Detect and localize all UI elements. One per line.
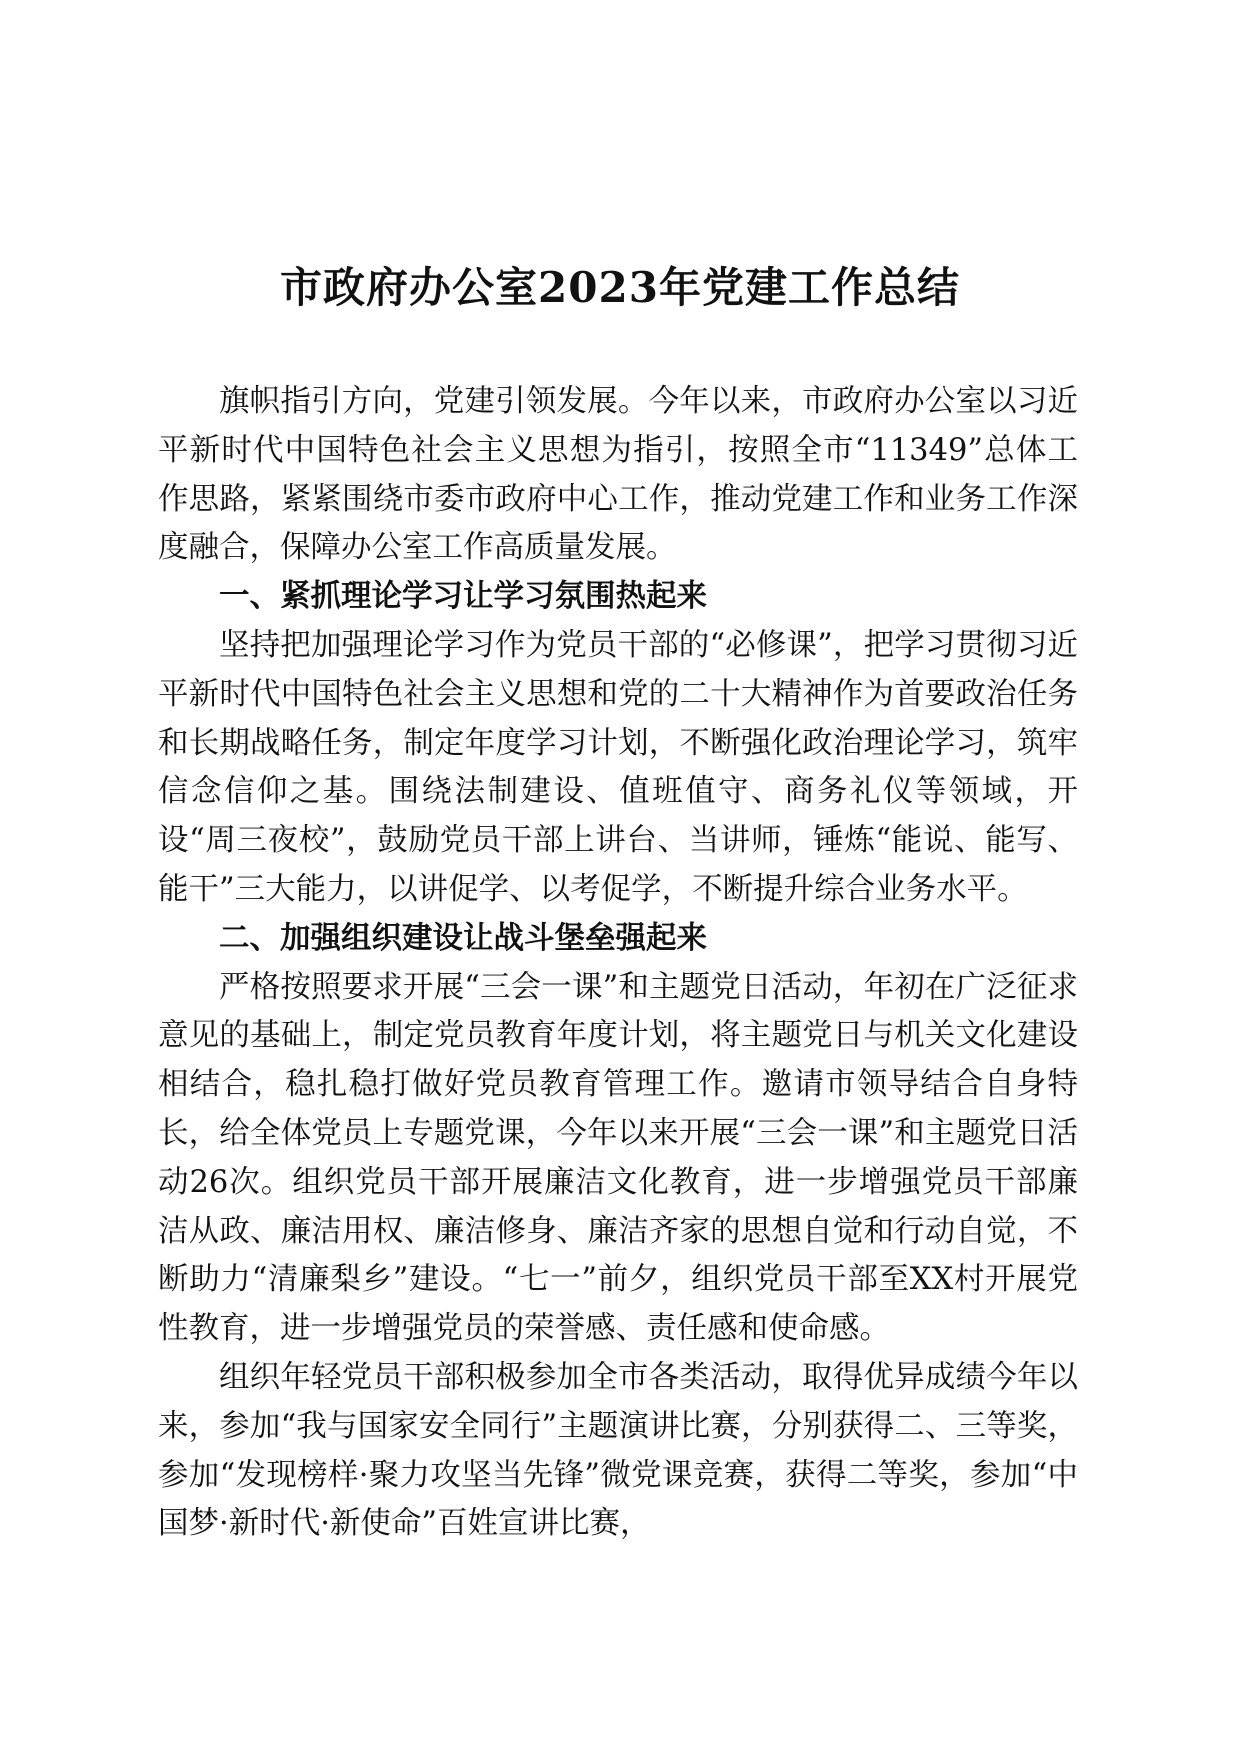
section-paragraph-activities: 组织年轻党员干部积极参加全市各类活动，取得优异成绩今年以来，参加“我与国家安全同行”主题演讲比赛，分别获得二、三等奖，参加“发现榜样·聚力攻坚当先锋”微党课竞赛，获得二等奖，参加“中国梦·新时代·新使命”百姓宣讲比赛， (158, 1359, 1078, 1542)
section-heading-organization-building: 二、加强组织建设让战斗堡垒强起来 (219, 920, 707, 956)
document-body (158, 378, 1078, 1549)
section-paragraph-theory-study: 坚持把加强理论学习作为党员干部的“必修课”，把学习贯彻习近平新时代中国特色社会主义思想和党的二十大精神作为首要政治任务和长期战略任务，制定年度学习计划，不断强化政治理论学习，筑牢信念信仰之基。围绕法制建设、值班值守、商务礼仪等领域，开设“周三夜校”，鼓励党员干部上讲台、当讲师，锤炼“能说、能写、能干”三大能力，以讲促学、以考促学，不断提升综合业务水平。 (158, 627, 1078, 907)
document-title: 市政府办公室2023年党建工作总结 (280, 263, 960, 312)
intro-paragraph: 旗帜指引方向，党建引领发展。今年以来，市政府办公室以习近平新时代中国特色社会主义思想为指引，按照全市“11349”总体工作思路，紧紧围绕市委市政府中心工作，推动党建工作和业务工作深度融合，保障办公室工作高质量发展。 (158, 384, 1078, 566)
section-heading-theory-study: 一、紧抓理论学习让学习氛围热起来 (219, 579, 707, 615)
section-paragraph-organization-building: 严格按照要求开展“三会一课”和主题党日活动，年初在广泛征求意见的基础上，制定党员教育年度计划，将主题党日与机关文化建设相结合，稳扎稳打做好党员教育管理工作。邀请市领导结合自身特长，给全体党员上专题党课，今年以来开展“三会一课”和主题党日活动26次。组织党员干部开展廉洁文化教育，进一步增强党员干部廉洁从政、廉洁用权、廉洁修身、廉洁齐家的思想自觉和行动自觉，不断助力“清廉梨乡”建设。“七一”前夕，组织党员干部至XX村开展党性教育，进一步增强党员的荣誉感、责任感和使命感。 (158, 969, 1078, 1347)
